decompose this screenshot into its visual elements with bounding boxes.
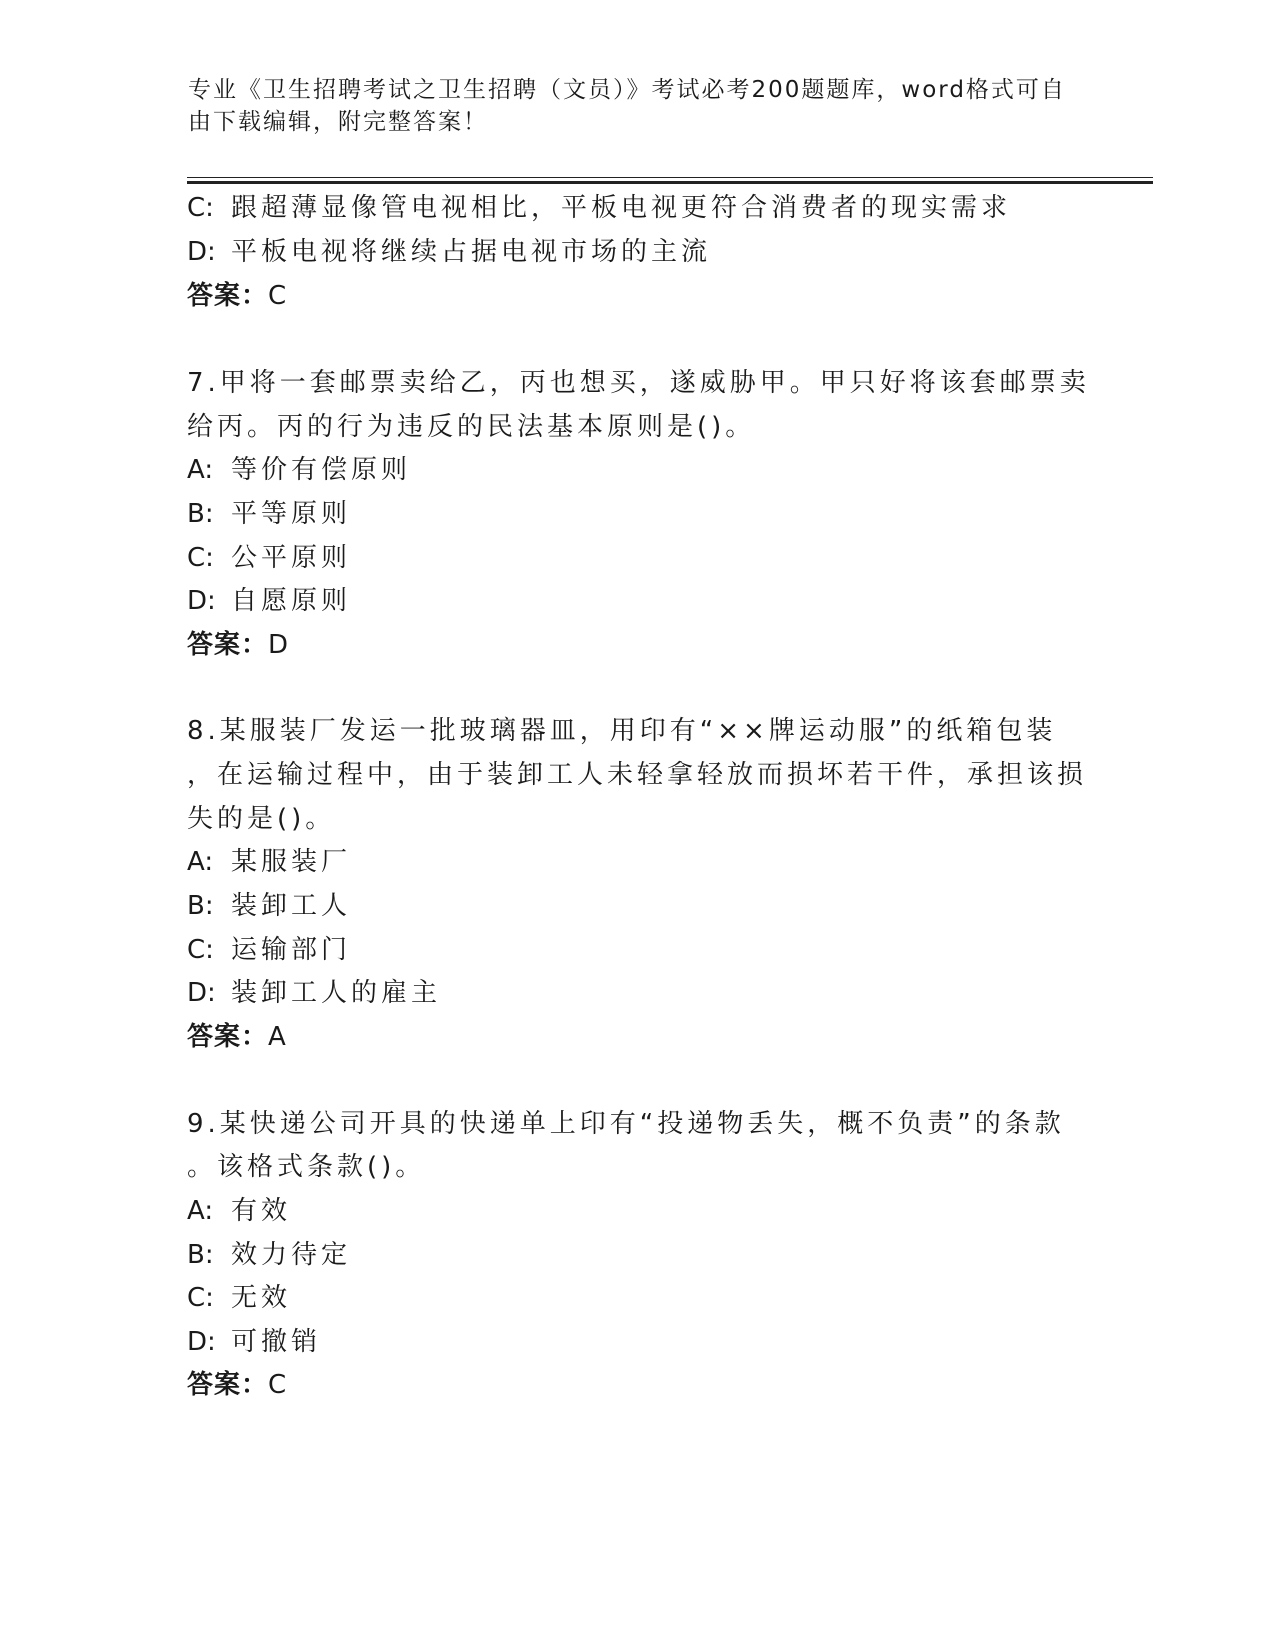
answer-line <box>187 1368 290 1402</box>
option-key: D: <box>187 237 216 267</box>
answer-label: 答案： <box>187 630 269 660</box>
option-line <box>187 191 1011 225</box>
option-text: 平等原则 <box>231 499 352 529</box>
option-line <box>187 453 411 487</box>
header-divider-thick <box>187 181 1153 184</box>
answer-line <box>187 628 292 662</box>
option-text: 跟超薄显像管电视相比，平板电视更符合消费者的现实需求 <box>231 193 1012 223</box>
answer-value: C <box>268 1370 291 1400</box>
option-text: 平板电视将继续占据电视市场的主流 <box>231 237 712 267</box>
option-key: B: <box>187 499 214 529</box>
answer-value: A <box>268 1022 290 1052</box>
answer-line <box>187 279 290 313</box>
option-key: C: <box>187 543 214 573</box>
option-line <box>187 497 351 531</box>
option-key: C: <box>187 935 214 965</box>
question-stem-line: 失的是()。 <box>187 804 336 834</box>
answer-value: D <box>268 630 293 660</box>
option-text: 公平原则 <box>231 543 352 573</box>
option-key: D: <box>187 978 216 1008</box>
answer-label: 答案： <box>187 1022 269 1052</box>
option-line <box>187 541 351 575</box>
option-line <box>187 1194 291 1228</box>
option-line <box>187 584 351 618</box>
question-stem-line: ，在运输过程中，由于装卸工人未轻拿轻放而损坏若干件，承担该损 <box>187 760 1088 790</box>
option-line <box>187 976 441 1010</box>
option-line <box>187 1281 291 1315</box>
option-text: 无效 <box>231 1283 292 1313</box>
question-stem-line: 9.某快递公司开具的快递单上印有“投递物丢失，概不负责”的条款 <box>187 1109 1065 1139</box>
option-key: A: <box>187 455 214 485</box>
answer-label: 答案： <box>187 1370 269 1400</box>
option-line <box>187 933 351 967</box>
option-line <box>187 1238 351 1272</box>
option-text: 等价有偿原则 <box>231 455 412 485</box>
option-key: C: <box>187 1283 214 1313</box>
option-line <box>187 1325 321 1359</box>
option-text: 装卸工人 <box>231 891 352 921</box>
question-stem-line: 8.某服装厂发运一批玻璃器皿，用印有“××牌运动服”的纸箱包装 <box>187 716 1057 746</box>
option-key: A: <box>187 1196 214 1226</box>
question-stem-line: 7.甲将一套邮票卖给乙，丙也想买，遂威胁甲。甲只好将该套邮票卖 <box>187 368 1090 398</box>
answer-label: 答案： <box>187 281 269 311</box>
question-stem-line: 给丙。丙的行为违反的民法基本原则是()。 <box>187 412 756 442</box>
option-line <box>187 235 711 269</box>
header-divider-thin <box>187 177 1153 178</box>
option-key: D: <box>187 1327 216 1357</box>
option-text: 运输部门 <box>231 935 352 965</box>
option-text: 可撤销 <box>231 1327 322 1357</box>
header-line-2: 由下载编辑，附完整答案！ <box>188 109 488 135</box>
option-text: 自愿原则 <box>231 586 352 616</box>
document-header <box>188 74 1068 138</box>
option-text: 效力待定 <box>231 1240 352 1270</box>
option-key: B: <box>187 1240 214 1270</box>
option-text: 装卸工人的雇主 <box>231 978 442 1008</box>
option-text: 某服装厂 <box>231 847 352 877</box>
option-key: B: <box>187 891 214 921</box>
option-line <box>187 845 351 879</box>
option-key: A: <box>187 847 214 877</box>
option-line <box>187 889 351 923</box>
answer-value: C <box>268 281 291 311</box>
question-stem-line: 。该格式条款()。 <box>187 1152 426 1182</box>
option-text: 有效 <box>231 1196 292 1226</box>
option-key: D: <box>187 586 216 616</box>
option-key: C: <box>187 193 214 223</box>
header-line-1: 专业《卫生招聘考试之卫生招聘（文员）》考试必考200题题库，word格式可自 <box>188 77 1066 103</box>
answer-line <box>187 1020 290 1054</box>
